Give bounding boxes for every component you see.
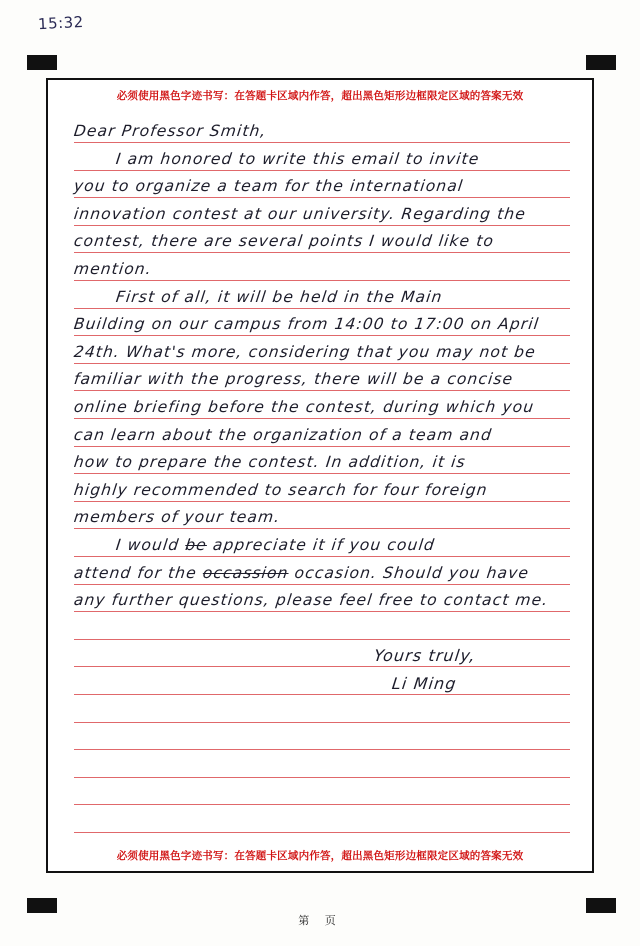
handwritten-line: you to organize a team for the international (72, 177, 465, 196)
handwritten-line: familiar with the progress, there will be a concise (72, 370, 515, 389)
struck-word: occassion (201, 563, 290, 582)
struck-word: be (184, 536, 209, 554)
registration-mark-top-right (586, 55, 616, 70)
timestamp-annotation: 15:32 (37, 12, 85, 34)
handwritten-line: any further questions, please feel free to contact me. (72, 591, 550, 610)
rule-line (74, 777, 570, 778)
registration-mark-bottom-left (27, 898, 57, 913)
rule-line (74, 611, 570, 612)
rule-line (74, 363, 570, 364)
rule-line (74, 804, 570, 805)
rule-line (74, 252, 570, 253)
rule-line (74, 639, 570, 640)
rule-line (74, 390, 570, 391)
rule-line (74, 832, 570, 833)
notice-top: 必须使用黑色字迹书写：在答题卡区域内作答，超出黑色矩形边框限定区域的答案无效 (116, 90, 524, 102)
rule-line (74, 694, 570, 695)
handwritten-line: can learn about the organization of a team and (72, 425, 494, 444)
rule-line (74, 142, 570, 143)
rule-line (74, 335, 570, 336)
rule-line (74, 418, 570, 419)
rule-line (74, 749, 570, 750)
handwritten-line: contest, there are several points I would like to (72, 232, 496, 251)
notice-bottom: 必须使用黑色字迹书写：在答题卡区域内作答，超出黑色矩形边框限定区域的答案无效 (116, 850, 524, 862)
handwritten-line: highly recommended to search for four foreign (72, 480, 489, 499)
handwritten-line: Dear Professor Smith, (72, 122, 268, 140)
rule-line (74, 473, 570, 474)
handwritten-line: attend for the occassion occasion. Should you have (72, 563, 531, 582)
handwritten-line: innovation contest at our university. Regarding the (72, 204, 528, 223)
page-footer: 第 页 (298, 914, 342, 927)
rule-line (74, 446, 570, 447)
handwritten-line: Building on our campus from 14:00 to 17:00 on April (72, 315, 541, 334)
rule-line (74, 666, 570, 667)
rule-line (74, 308, 570, 309)
registration-mark-top-left (27, 55, 57, 70)
rule-line (74, 170, 570, 171)
handwritten-line: how to prepare the contest. In addition, it is (72, 453, 467, 472)
handwritten-line: mention. (72, 260, 153, 278)
handwritten-line: First of all, it will be held in the Main (114, 287, 444, 306)
handwritten-line: I am honored to write this email to invite (114, 149, 481, 168)
rule-line (74, 556, 570, 557)
handwritten-line: online briefing before the contest, during which you (72, 398, 536, 416)
ruled-lines (74, 122, 570, 840)
rule-line (74, 501, 570, 502)
handwritten-line: I would be appreciate it if you could (114, 536, 437, 554)
handwritten-line: members of your team. (72, 508, 282, 527)
rule-line (74, 280, 570, 281)
rule-line (74, 225, 570, 226)
handwritten-line: Li Ming (390, 674, 458, 693)
rule-line (74, 584, 570, 585)
registration-mark-bottom-right (586, 898, 616, 913)
handwritten-line: Yours truly, (372, 646, 478, 666)
handwritten-line: 24th. What's more, considering that you may not be (72, 342, 537, 361)
rule-line (74, 528, 570, 529)
answer-area-frame (46, 78, 594, 873)
rule-line (74, 197, 570, 198)
rule-line (74, 722, 570, 723)
